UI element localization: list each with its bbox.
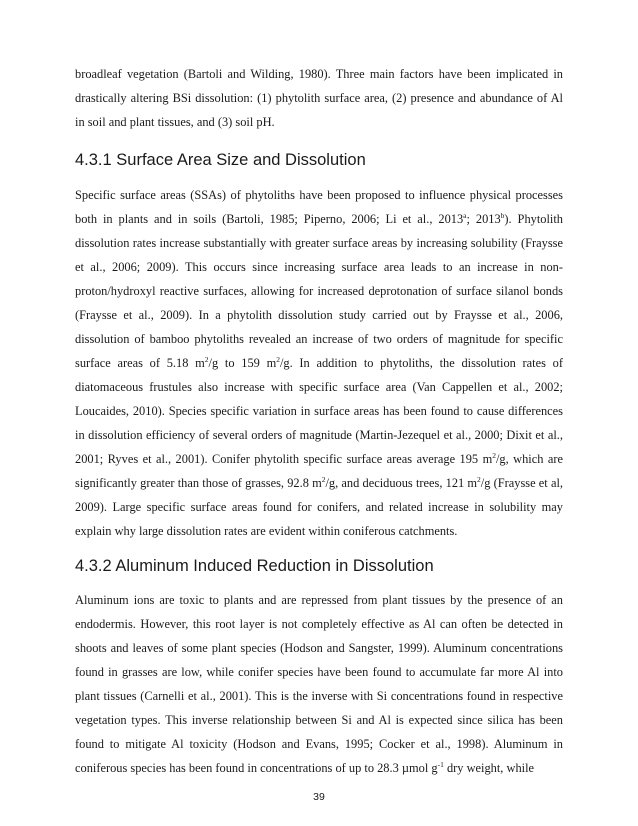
superscript: 2 bbox=[492, 451, 496, 460]
surface-area-paragraph bbox=[75, 183, 563, 543]
text-run: /g to 159 m bbox=[208, 356, 277, 370]
page-number: 39 bbox=[313, 791, 325, 803]
intro-paragraph: broadleaf vegetation (Bartoli and Wilding, 1980). Three main factors have been implicated in drastically altering BSi dissolution: (1) phytolith surface area, (2) presence and abundance of Al in soil and plant tissues, and (3) soil pH. bbox=[75, 67, 563, 129]
aluminum-paragraph bbox=[75, 588, 563, 780]
superscript: -1 bbox=[437, 760, 444, 769]
text-run: dry weight, while bbox=[443, 761, 535, 775]
superscript: 2 bbox=[321, 475, 326, 484]
text-run: /g, and deciduous trees, 121 m bbox=[325, 476, 478, 490]
superscript: 2 bbox=[204, 355, 209, 364]
section-heading-surface-area: 4.3.1 Surface Area Size and Dissolution bbox=[75, 151, 366, 169]
text-run: /g. In addition to phytoliths, the dissolution rates of diatomaceous frustules also increase with specific surface area (Van Cappellen et al., 2002; Loucaides, 2010). Species specific variation in surface areas has been found to cause differences in dissolution efficiency of several orders of magnitude (Martin-Jezequel et al., 2000; Dixit et al., 2001; Ryves et al., 2001). Conifer phytolith specific surface areas average 195 m bbox=[75, 356, 564, 466]
text-run: Specific surface areas (SSAs) of phytoliths have been proposed to influence physical processes both in plants and in soils (Bartoli, 1985; Piperno, 2006; Li et al., 2013 bbox=[75, 188, 563, 226]
text-run: ; 2013 bbox=[466, 212, 501, 226]
superscript: a bbox=[463, 211, 467, 220]
text-run: Aluminum ions are toxic to plants and are repressed from plant tissues by the presence of an endodermis. However, this root layer is not completely effective as Al can often be detected in shoots and leaves of some plant species (Hodson and Sangster, 1999). Aluminum concentrations found in grasses are low, while conifer species have been found to accumulate far more Al into plant tissues (Carnelli et al., 2001). This is the inverse with Si concentrations found in respective vegetation types. This inverse relationship between Si and Al is expected since silica has been found to mitigate Al toxicity (Hodson and Evans, 1995; Cocker et al., 1998). Aluminum in coniferous species has been found in concentrations of up to 28.3 µmol g bbox=[75, 593, 563, 775]
superscript: 2 bbox=[477, 475, 481, 484]
section-heading-aluminum: 4.3.2 Aluminum Induced Reduction in Dissolution bbox=[75, 557, 434, 575]
text-run: /g (Fraysse et al, 2009). Large specific surface areas found for conifers, and related increase in solubility may explain why large dissolution rates are evident within coniferous catchments. bbox=[75, 476, 563, 538]
superscript: 2 bbox=[276, 355, 280, 364]
superscript: b bbox=[500, 211, 505, 220]
text-run: /g, which are significantly greater than those of grasses, 92.8 m bbox=[75, 452, 563, 490]
document-page bbox=[75, 62, 563, 780]
text-run: ). Phytolith dissolution rates increase substantially with greater surface areas by increasing solubility (Fraysse et al., 2006; 2009). This occurs since increasing surface area leads to an increase in non-proton/hydroxyl reactive surfaces, allowing for increased deprotonation of surface silanol bonds (Fraysse et al., 2009). In a phytolith dissolution study carried out by Fraysse et al., 2006, dissolution of bamboo phytoliths revealed an increase of two orders of magnitude for specific surface areas of 5.18 m bbox=[75, 212, 563, 370]
